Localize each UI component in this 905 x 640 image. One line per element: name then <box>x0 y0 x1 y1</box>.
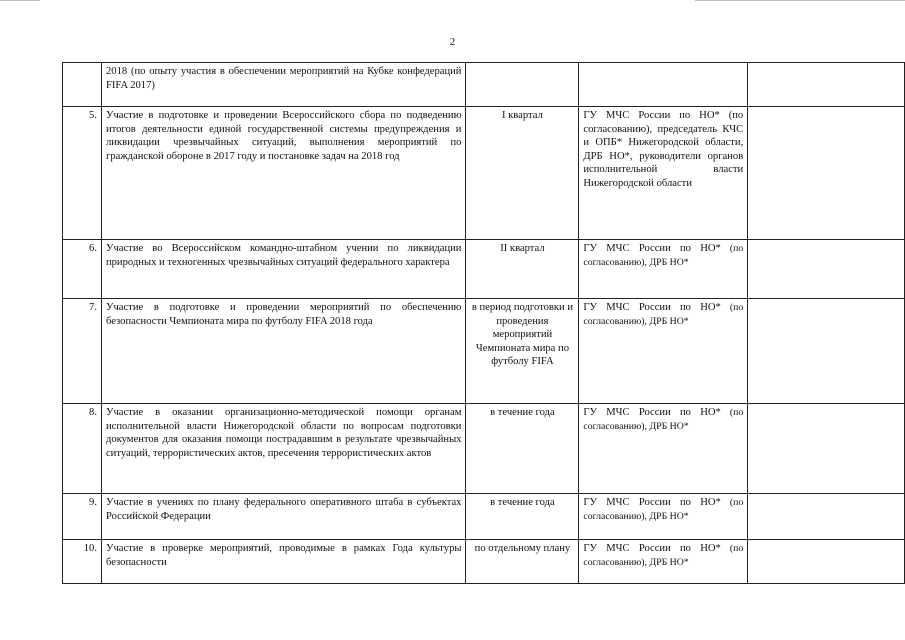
table-row <box>63 540 905 584</box>
event-note <box>748 240 905 299</box>
responsible-rest: (по согласованию), ДРБ НО* <box>583 543 744 568</box>
event-responsible <box>579 540 748 584</box>
responsible-main: ГУ МЧС России по НО* (по согласованию), председатель КЧС и ОПБ* Нижегородской области, ДРБ НО*, руководители органов исполнительной власти Нижегородской области <box>583 110 744 189</box>
row-number: 10. <box>63 540 102 584</box>
event-description: Участие в учениях по плану федерального оперативного штаба в субъектах Российской Федерации <box>101 494 466 540</box>
row-number: 8. <box>63 404 102 494</box>
event-note <box>748 540 905 584</box>
event-note <box>748 494 905 540</box>
event-description: Участие в подготовке и проведении мероприятий по обеспечению безопасности Чемпионата мира по футболу FIFA 2018 года <box>101 299 466 404</box>
top-left-edge-mark <box>0 0 40 1</box>
event-responsible <box>579 240 748 299</box>
events-table <box>62 62 905 584</box>
event-date: в течение года <box>466 404 579 494</box>
event-description: Участие в проверке мероприятий, проводимые в рамках Года культуры безопасности <box>101 540 466 584</box>
row-number: 7. <box>63 299 102 404</box>
top-right-edge-mark <box>695 0 905 1</box>
event-date: I квартал <box>466 107 579 240</box>
event-responsible <box>579 63 748 107</box>
table-row <box>63 107 905 240</box>
event-date <box>466 63 579 107</box>
event-note <box>748 404 905 494</box>
table-row <box>63 240 905 299</box>
responsible-main: ГУ МЧС России по НО* <box>583 302 721 313</box>
event-description: 2018 (по опыту участия в обеспечении мероприятий на Кубке конфедераций FIFA 2017) <box>101 63 466 107</box>
row-number: 5. <box>63 107 102 240</box>
event-responsible <box>579 299 748 404</box>
event-note <box>748 299 905 404</box>
page-number: 2 <box>449 36 456 48</box>
responsible-rest: (по согласованию), ДРБ НО* <box>583 302 744 327</box>
event-description: Участие в подготовке и проведении Всероссийского сбора по подведению итогов деятельности единой государственной системы предупреждения и ликвидации чрезвычайных ситуаций, выполнения мероприятий по гражданской обороне в 2017 году и постановке задач на 2018 год <box>101 107 466 240</box>
responsible-main: ГУ МЧС России по НО* <box>583 543 721 554</box>
event-date: II квартал <box>466 240 579 299</box>
responsible-rest: (по согласованию), ДРБ НО* <box>583 497 744 522</box>
responsible-main: ГУ МЧС России по НО* <box>583 243 721 254</box>
row-number <box>63 63 102 107</box>
responsible-rest: (по согласованию), ДРБ НО* <box>583 243 744 268</box>
table-row <box>63 404 905 494</box>
event-note <box>748 63 905 107</box>
event-date: в течение года <box>466 494 579 540</box>
responsible-rest: (по согласованию), ДРБ НО* <box>583 407 744 432</box>
row-number: 6. <box>63 240 102 299</box>
event-date: в период подготовки и проведения мероприятий Чемпионата мира по футболу FIFA <box>466 299 579 404</box>
row-number: 9. <box>63 494 102 540</box>
responsible-main: ГУ МЧС России по НО* <box>583 407 721 418</box>
event-description: Участие в оказании организационно-методической помощи органам исполнительной власти Нижегородской области по вопросам подготовки документов для оказания помощи пострадавшим в результате чрезвычайных ситуаций, террористических актов, пресечения террористических актов <box>101 404 466 494</box>
event-responsible <box>579 494 748 540</box>
event-responsible <box>579 107 748 240</box>
responsible-main: ГУ МЧС России по НО* <box>583 497 721 508</box>
table-row <box>63 299 905 404</box>
table-row <box>63 63 905 107</box>
event-date: по отдельному плану <box>466 540 579 584</box>
event-description: Участие во Всероссийском командно-штабном учении по ликвидации природных и техногенных чрезвычайных ситуаций федерального характера <box>101 240 466 299</box>
event-note <box>748 107 905 240</box>
table-row <box>63 494 905 540</box>
event-responsible <box>579 404 748 494</box>
